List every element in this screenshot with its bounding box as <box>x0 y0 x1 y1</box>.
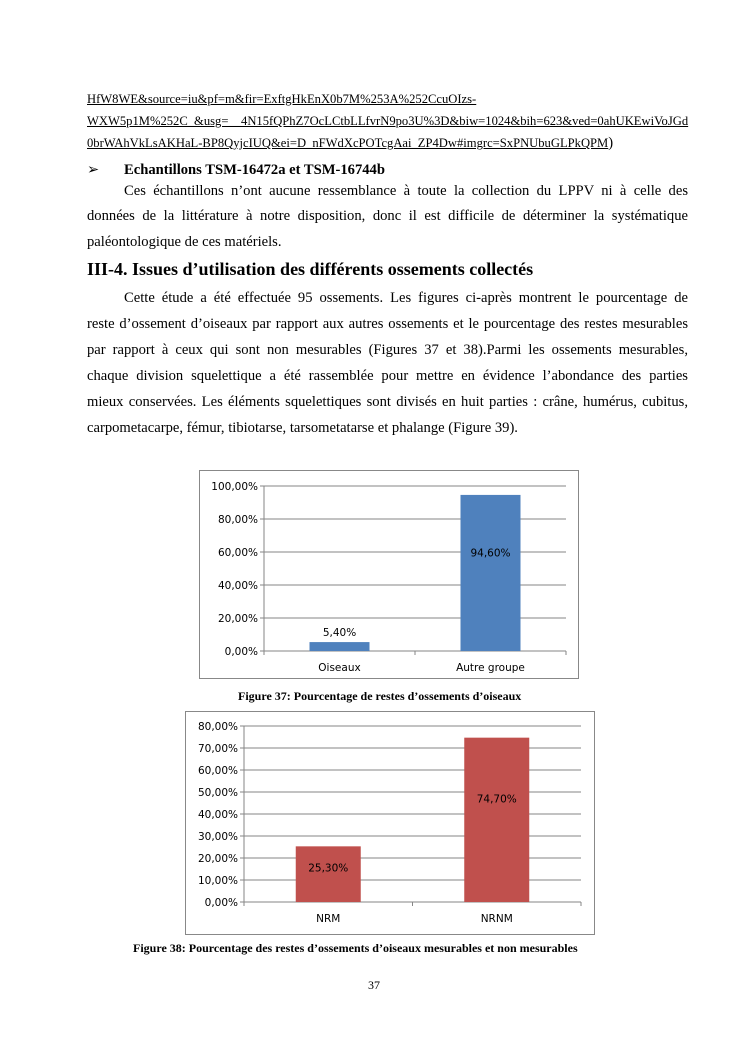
x-tick-label: Oiseaux <box>318 662 361 674</box>
paragraph-line: par rapport à ceux qui sont non mesurables (Figures 37 et 38).Parmi les ossements mesurables, <box>87 342 688 358</box>
figure-37-chart <box>199 470 579 679</box>
bullet-heading <box>87 160 688 180</box>
y-tick-label: 100,00% <box>211 481 258 493</box>
data-label: 94,60% <box>470 547 511 560</box>
paragraph-line: reste d’ossement d’oiseaux par rapport aux autres ossements et le pourcentage des restes mesurables <box>87 316 688 332</box>
figure-37-caption: Figure 37: Pourcentage de restes d’ossements d’oiseaux <box>238 689 522 703</box>
bar-chart-svg <box>200 471 578 678</box>
y-tick-label: 60,00% <box>197 765 238 777</box>
y-tick-label: 0,00% <box>224 646 258 658</box>
paragraph-line: carpometacarpe, fémur, tibiotarse, tarsometatarse et phalange (Figure 39). <box>87 420 518 436</box>
y-tick-label: 40,00% <box>197 809 238 821</box>
x-tick-label: NRNM <box>480 913 513 925</box>
y-tick-label: 20,00% <box>197 853 238 865</box>
url-line[interactable]: 0brWAhVkLsAKHaL-BP8QyjcIUQ&ei=D_nFWdXcPOTcgAai_ZP4Dw#imgrc=SxPNUbuGLPkQPM <box>87 136 609 150</box>
paragraph-line: Ces échantillons n’ont aucune ressemblance à toute la collection du LPPV ni à celle des <box>124 183 688 199</box>
paragraph-line: mieux conservées. Les éléments squelettiques sont divisés en huit parties : crâne, humérus, cubitus, <box>87 394 688 410</box>
y-tick-label: 10,00% <box>197 875 238 887</box>
paragraph-line: paléontologique de ces matériels. <box>87 234 282 250</box>
bar-chart-svg <box>186 712 594 934</box>
bar <box>310 642 370 651</box>
url-close-paren: ) <box>608 135 614 151</box>
section-heading: III-4. Issues d’utilisation des différents ossements collectés <box>87 259 534 279</box>
bar <box>461 495 521 651</box>
paragraph-line: données de la littérature à notre disposition, donc il est difficile de déterminer la systématique <box>87 208 688 224</box>
y-tick-label: 0,00% <box>204 897 238 909</box>
y-tick-label: 60,00% <box>217 547 258 559</box>
y-tick-label: 80,00% <box>217 514 258 526</box>
arrow-bullet-icon: ➢ <box>87 162 100 178</box>
data-label: 25,30% <box>308 862 349 875</box>
url-line[interactable]: WXW5p1M%252C_&usg=__4N15fQPhZ7OcLCtbLLfvrN9po3U%3D&biw=1024&bih=623&ved=0ahUKEwiVoJGd <box>87 114 689 128</box>
data-label: 74,70% <box>476 793 517 806</box>
y-tick-label: 40,00% <box>217 580 258 592</box>
bullet-title: Echantillons TSM-16472a et TSM-16744b <box>124 162 385 178</box>
figure-38-chart <box>185 711 595 935</box>
y-tick-label: 30,00% <box>197 831 238 843</box>
y-tick-label: 20,00% <box>217 613 258 625</box>
paragraph-line: Cette étude a été effectuée 95 ossements. Les figures ci-après montrent le pourcentage de <box>124 290 688 306</box>
bar <box>464 738 529 902</box>
url-line[interactable]: HfW8WE&source=iu&pf=m&fir=ExftgHkEnX0b7M%253A%252CcuOIzs- <box>87 92 477 106</box>
figure-38-caption: Figure 38: Pourcentage des restes d’ossements d’oiseaux mesurables et non mesurables <box>133 941 578 955</box>
x-tick-label: NRM <box>316 913 341 925</box>
paragraph-line: chaque division squelettique a été rassemblée pour mettre en évidence l’abondance des parties <box>87 368 688 384</box>
y-tick-label: 50,00% <box>197 787 238 799</box>
y-tick-label: 80,00% <box>197 721 238 733</box>
url-line-wrapper <box>87 133 688 153</box>
y-tick-label: 70,00% <box>197 743 238 755</box>
page-number: 37 <box>368 978 380 992</box>
data-label: 5,40% <box>322 627 357 640</box>
x-tick-label: Autre groupe <box>456 662 525 674</box>
